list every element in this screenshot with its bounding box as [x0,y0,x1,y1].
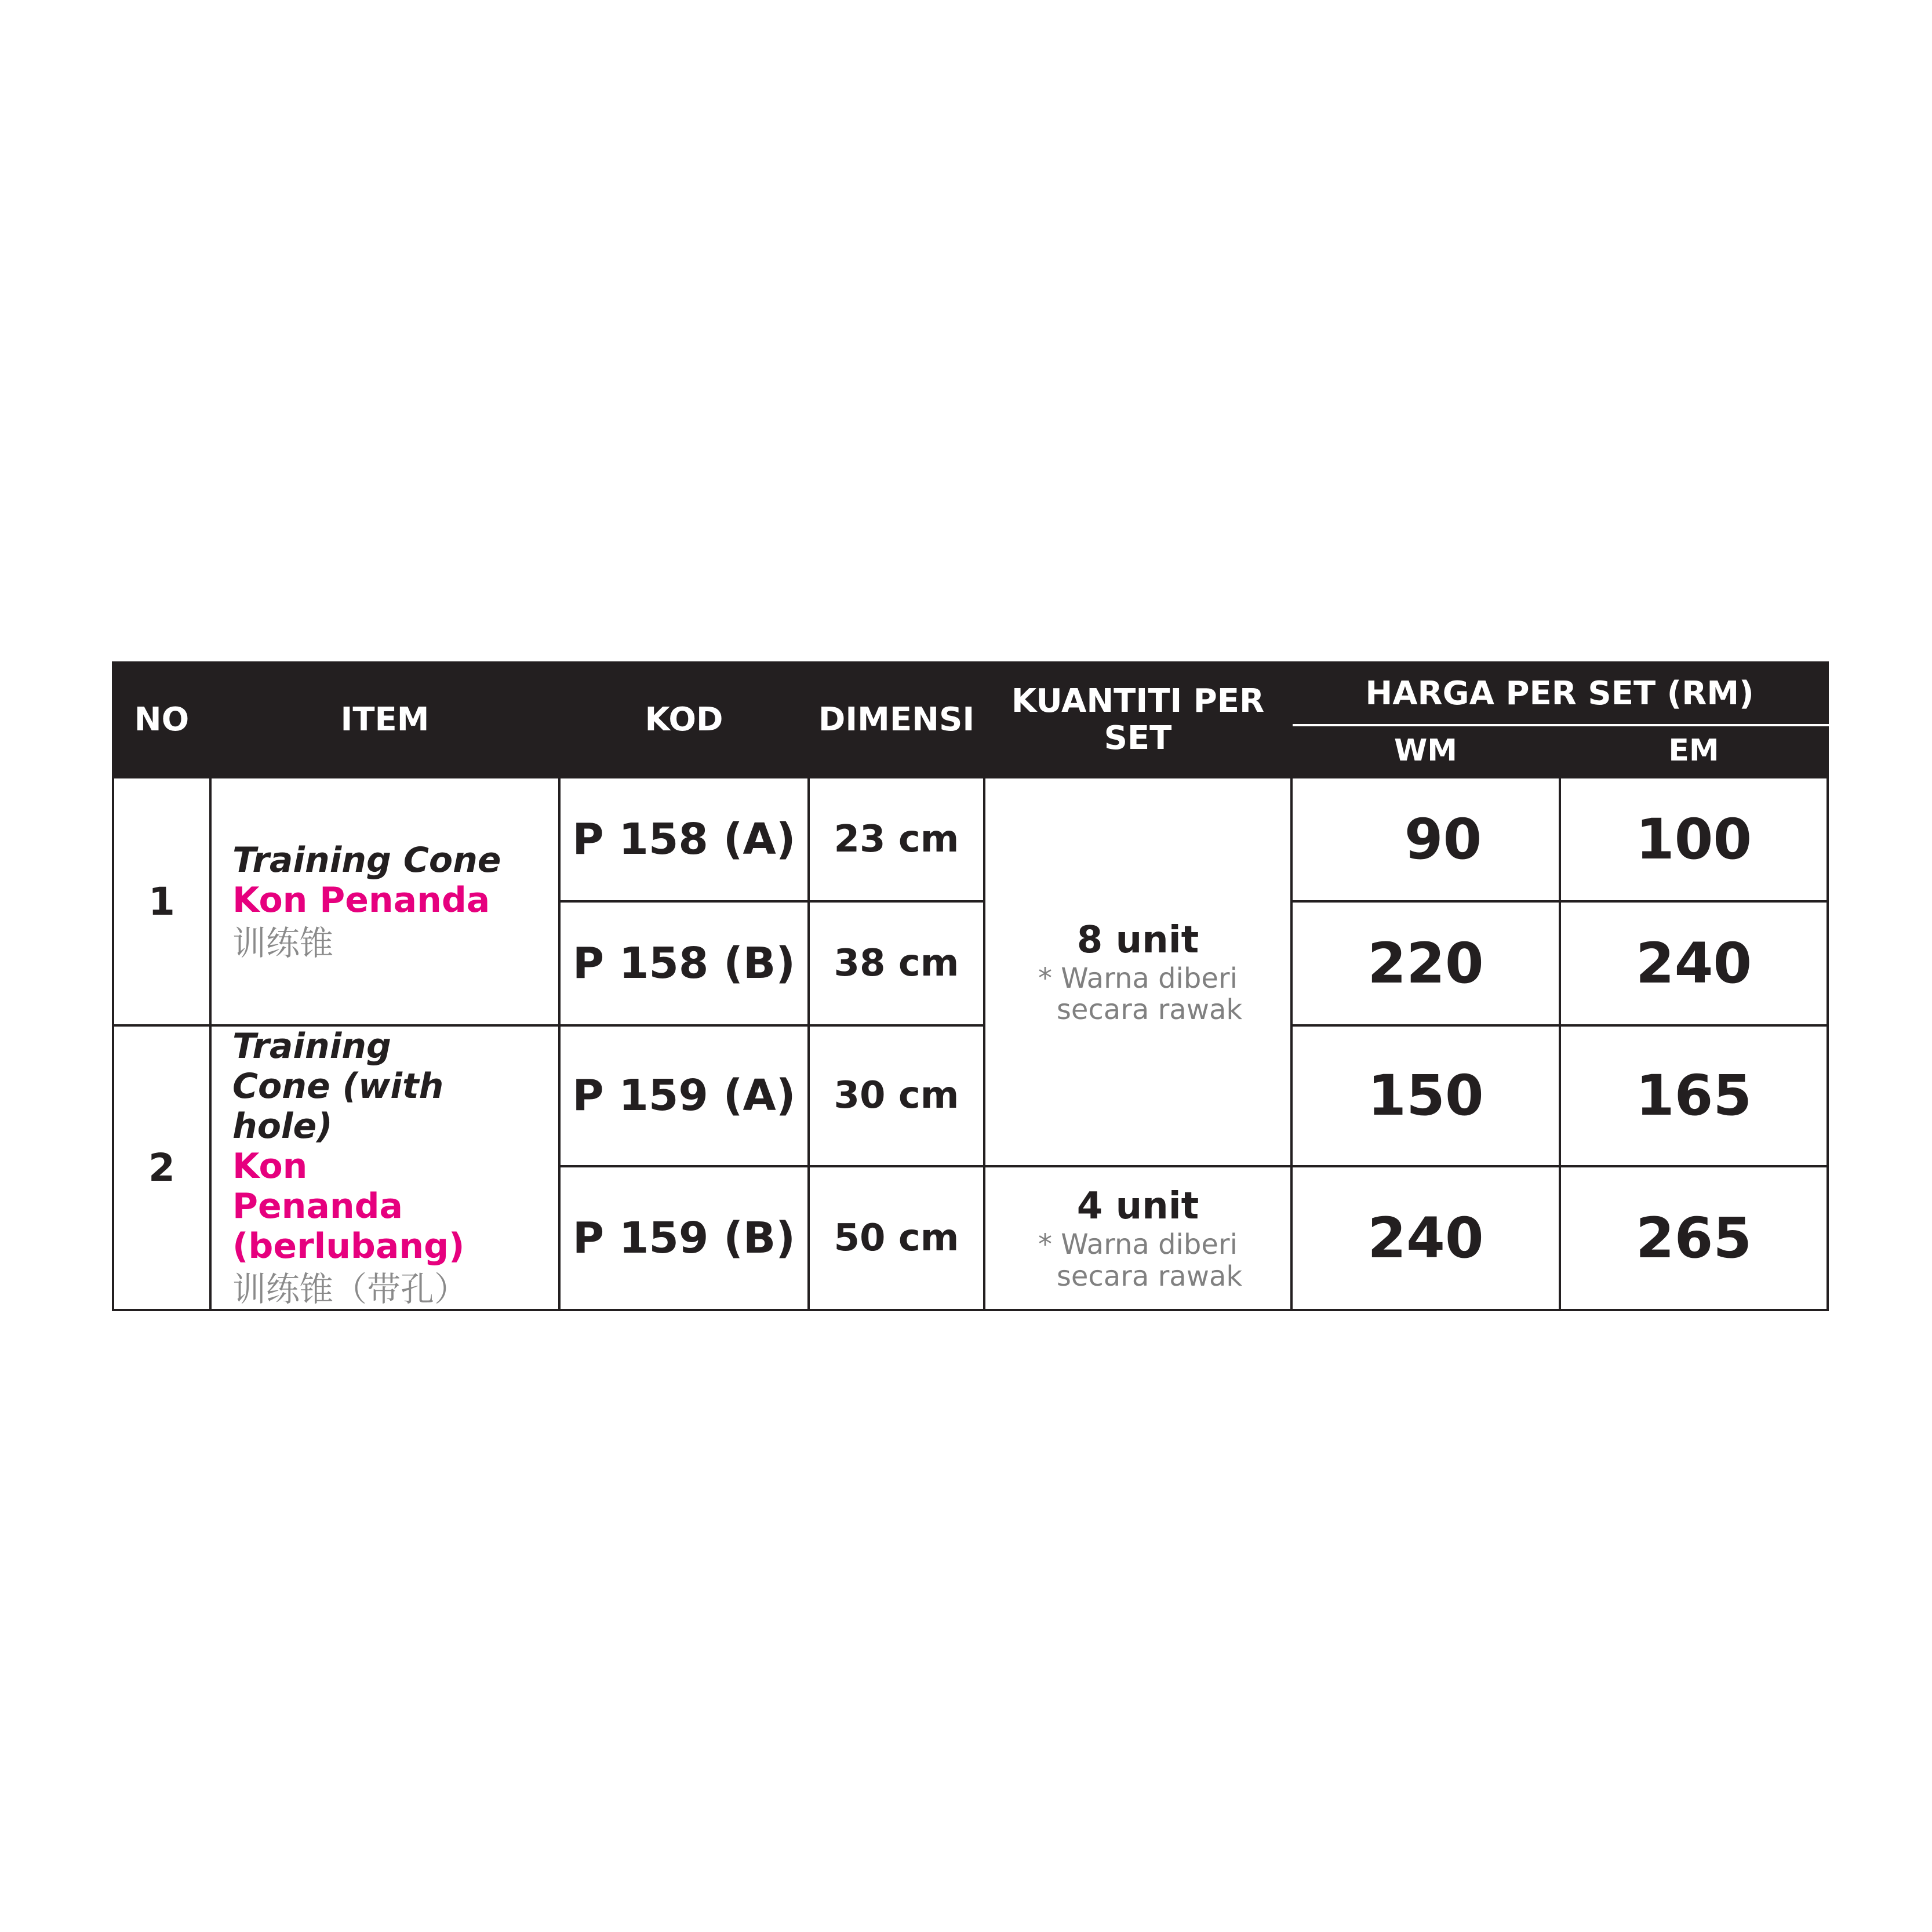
quantity-cell [984,1166,1291,1310]
price-wm: 220 [1291,901,1560,1025]
item-name-english: Training Cone (with hole) [232,1026,444,1147]
header-dimensi: DIMENSI [809,663,984,777]
item-name-malay: Kon Penanda [232,879,490,920]
quantity-value: 4 unit [1076,1185,1199,1228]
product-code: P 158 (A) [559,777,809,901]
dimension: 30 cm [809,1025,984,1166]
header-kod: KOD [559,663,809,777]
dimension: 50 cm [809,1166,984,1310]
product-code: P 159 (A) [559,1025,809,1166]
dimension: 38 cm [809,901,984,1025]
table-row [113,777,1828,901]
price-em: 265 [1560,1166,1828,1310]
price-wm: 90 [1291,777,1560,901]
header-wm: WM [1291,725,1560,777]
price-wm: 150 [1291,1025,1560,1166]
item-number: 1 [113,777,210,1025]
item-name-english: Training Cone [232,839,501,881]
item-name-malay: Kon Penanda (berlubang) [232,1146,465,1267]
price-table [112,661,1829,1311]
item-cell [210,777,559,1025]
header-em: EM [1560,725,1828,777]
price-wm: 240 [1291,1166,1560,1310]
table-row [113,1025,1828,1166]
price-em: 240 [1560,901,1828,1025]
quantity-note: * Warna diberi [1038,962,1238,995]
quantity-note: secara rawak [1056,1260,1243,1293]
header-item: ITEM [210,663,559,777]
product-code: P 158 (B) [559,901,809,1025]
header-no: NO [113,663,210,777]
item-number: 2 [113,1025,210,1310]
header-kuantiti: KUANTITI PER SET [984,663,1291,777]
product-code: P 159 (B) [559,1166,809,1310]
dimension: 23 cm [809,777,984,901]
price-em: 100 [1560,777,1828,901]
quantity-note: secara rawak [1056,994,1243,1027]
quantity-value: 8 unit [1076,918,1199,962]
item-cell [210,1025,559,1310]
item-name-chinese: 训练锥（带孔） [232,1269,468,1309]
price-em: 165 [1560,1025,1828,1166]
quantity-cell [984,777,1291,1166]
header-harga: HARGA PER SET (RM) [1291,663,1828,725]
quantity-note: * Warna diberi [1038,1228,1238,1261]
item-name-chinese: 训练锥 [232,923,334,963]
